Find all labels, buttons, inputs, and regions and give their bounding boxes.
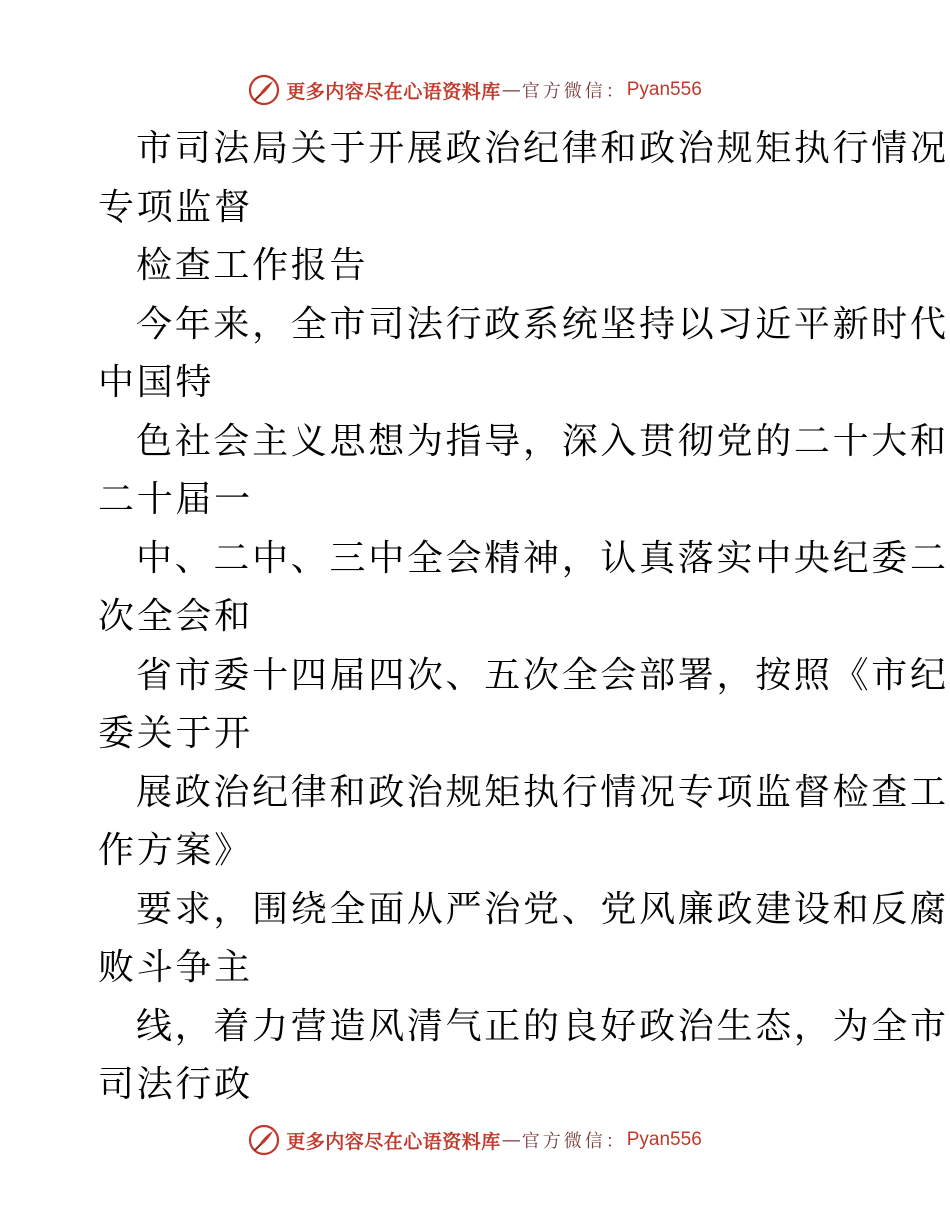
- text-line: 败斗争主: [98, 947, 253, 988]
- feather-quill-logo-icon: [248, 74, 280, 106]
- text-line: 市司法局关于开展政治纪律和政治规矩执行情况: [136, 128, 949, 169]
- text-line: 二十届一: [98, 479, 253, 520]
- text-line: 今年来，全市司法行政系统坚持以习近平新时代: [136, 303, 949, 345]
- text-line: 司法行政: [98, 1064, 253, 1105]
- text-line: 检查工作报告: [136, 245, 369, 286]
- banner-wechat-label: 官方微信：: [521, 81, 627, 102]
- feather-quill-logo-icon: [248, 1124, 280, 1156]
- text-line: 线，着力营造风清气正的良好政治生态，为全市: [136, 1005, 949, 1047]
- document-body: [98, 120, 949, 1115]
- text-line: 省市委十四届四次、五次全会部署，按照《市纪: [136, 654, 949, 696]
- text-line: 展政治纪律和政治规矩执行情况专项监督检查工: [136, 771, 949, 813]
- header-banner: [0, 70, 950, 110]
- text-line: 次全会和: [98, 596, 253, 637]
- text-line: 色社会主义思想为指导，深入贯彻党的二十大和: [136, 420, 949, 462]
- text-line: 委关于开: [98, 713, 253, 754]
- banner-separator: —: [501, 1129, 521, 1151]
- banner-title: 更多内容尽在心语资料库: [286, 1130, 501, 1153]
- banner-wechat-label: 官方微信：: [521, 1131, 627, 1152]
- banner-separator: —: [501, 79, 521, 101]
- banner-title: 更多内容尽在心语资料库: [286, 80, 501, 103]
- banner-wechat-id: Pyan556: [626, 79, 702, 100]
- text-line: 中国特: [98, 362, 215, 403]
- text-line: 专项监督: [98, 186, 253, 228]
- banner-wechat-id: Pyan556: [626, 1129, 702, 1150]
- text-line: 要求，围绕全面从严治党、党风廉政建设和反腐: [136, 888, 949, 930]
- text-line: 作方案》: [98, 830, 253, 871]
- text-line: 中、二中、三中全会精神，认真落实中央纪委二: [136, 537, 949, 579]
- footer-banner: [0, 1120, 950, 1160]
